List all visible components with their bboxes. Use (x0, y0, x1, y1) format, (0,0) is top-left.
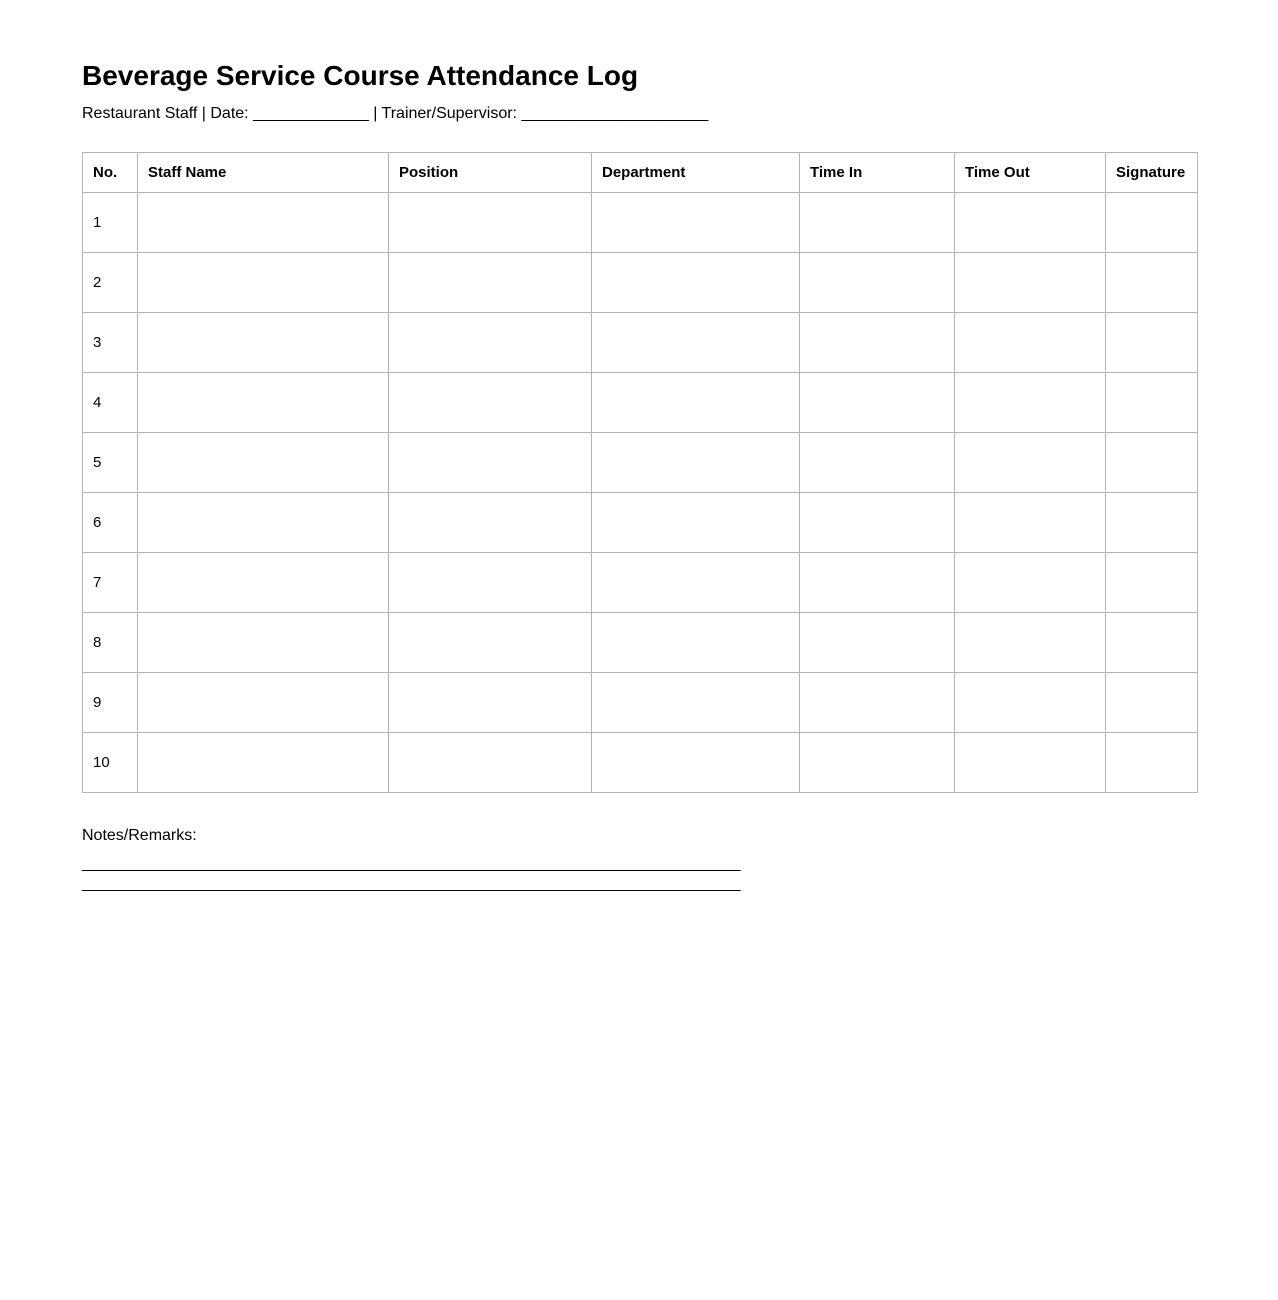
attendance-table-body (83, 193, 1198, 793)
signature-cell (1106, 313, 1198, 373)
row-number-cell: 9 (83, 673, 138, 733)
staff-name-cell (138, 373, 389, 433)
time-in-cell (800, 433, 955, 493)
time-in-cell (800, 193, 955, 253)
time-out-cell (955, 373, 1106, 433)
position-cell (389, 733, 592, 793)
trainer-blank-line: _____________________ (521, 105, 709, 122)
position-cell (389, 553, 592, 613)
time-out-cell (955, 613, 1106, 673)
row-number-cell: 8 (83, 613, 138, 673)
signature-cell (1106, 553, 1198, 613)
page-title: Beverage Service Course Attendance Log (82, 60, 639, 91)
time-out-cell (955, 553, 1106, 613)
trainer-label: | Trainer/Supervisor: (373, 105, 517, 122)
staff-name-cell (138, 613, 389, 673)
signature-cell (1106, 253, 1198, 313)
department-cell (592, 433, 800, 493)
column-header-staff-name: Staff Name (138, 153, 389, 193)
row-number-cell: 2 (83, 253, 138, 313)
department-cell (592, 673, 800, 733)
staff-name-cell (138, 313, 389, 373)
staff-name-cell (138, 193, 389, 253)
time-out-cell (955, 253, 1106, 313)
time-out-cell (955, 313, 1106, 373)
position-cell (389, 373, 592, 433)
staff-name-cell (138, 553, 389, 613)
signature-cell (1106, 493, 1198, 553)
department-cell (592, 553, 800, 613)
notes-label: Notes/Remarks: (82, 827, 197, 844)
row-number-cell: 4 (83, 373, 138, 433)
row-number-cell: 6 (83, 493, 138, 553)
column-header-signature: Signature (1106, 153, 1198, 193)
signature-cell (1106, 193, 1198, 253)
department-cell (592, 613, 800, 673)
time-in-cell (800, 673, 955, 733)
time-in-cell (800, 493, 955, 553)
signature-cell (1106, 673, 1198, 733)
row-number-cell: 7 (83, 553, 138, 613)
time-in-cell (800, 613, 955, 673)
staff-name-cell (138, 433, 389, 493)
attendance-table (82, 152, 1198, 793)
time-out-cell (955, 193, 1106, 253)
time-out-cell (955, 493, 1106, 553)
table-row (83, 493, 1198, 553)
time-in-cell (800, 733, 955, 793)
position-cell (389, 493, 592, 553)
table-row (83, 733, 1198, 793)
attendance-table-header (83, 153, 1198, 193)
table-row (83, 553, 1198, 613)
column-header-position: Position (389, 153, 592, 193)
row-number-cell: 1 (83, 193, 138, 253)
department-cell (592, 253, 800, 313)
notes-section (82, 826, 1196, 894)
time-in-cell (800, 253, 955, 313)
table-row (83, 673, 1198, 733)
table-row (83, 613, 1198, 673)
header-row (83, 153, 1198, 193)
department-cell (592, 493, 800, 553)
time-out-cell (955, 733, 1106, 793)
column-header-time-out: Time Out (955, 153, 1106, 193)
staff-name-cell (138, 493, 389, 553)
table-row (83, 313, 1198, 373)
position-cell (389, 433, 592, 493)
table-row (83, 433, 1198, 493)
row-number-cell: 3 (83, 313, 138, 373)
position-cell (389, 313, 592, 373)
row-number-cell: 10 (83, 733, 138, 793)
position-cell (389, 613, 592, 673)
signature-cell (1106, 733, 1198, 793)
column-header-no: No. (83, 153, 138, 193)
time-in-cell (800, 373, 955, 433)
position-cell (389, 253, 592, 313)
staff-name-cell (138, 673, 389, 733)
department-cell (592, 373, 800, 433)
time-out-cell (955, 433, 1106, 493)
time-out-cell (955, 673, 1106, 733)
signature-cell (1106, 613, 1198, 673)
table-row (83, 193, 1198, 253)
notes-blank-line-2: __________________________________________________________________________ (82, 875, 741, 892)
signature-cell (1106, 433, 1198, 493)
signature-cell (1106, 373, 1198, 433)
staff-name-cell (138, 253, 389, 313)
staff-name-cell (138, 733, 389, 793)
position-cell (389, 673, 592, 733)
date-blank-line: _____________ (253, 105, 369, 122)
notes-blank-line-1: __________________________________________________________________________ (82, 855, 741, 872)
department-cell (592, 733, 800, 793)
position-cell (389, 193, 592, 253)
row-number-cell: 5 (83, 433, 138, 493)
time-in-cell (800, 553, 955, 613)
time-in-cell (800, 313, 955, 373)
column-header-department: Department (592, 153, 800, 193)
table-row (83, 373, 1198, 433)
subtitle-meta: Restaurant Staff | Date: (82, 105, 249, 122)
table-row (83, 253, 1198, 313)
column-header-time-in: Time In (800, 153, 955, 193)
subtitle (82, 104, 1196, 123)
department-cell (592, 193, 800, 253)
department-cell (592, 313, 800, 373)
